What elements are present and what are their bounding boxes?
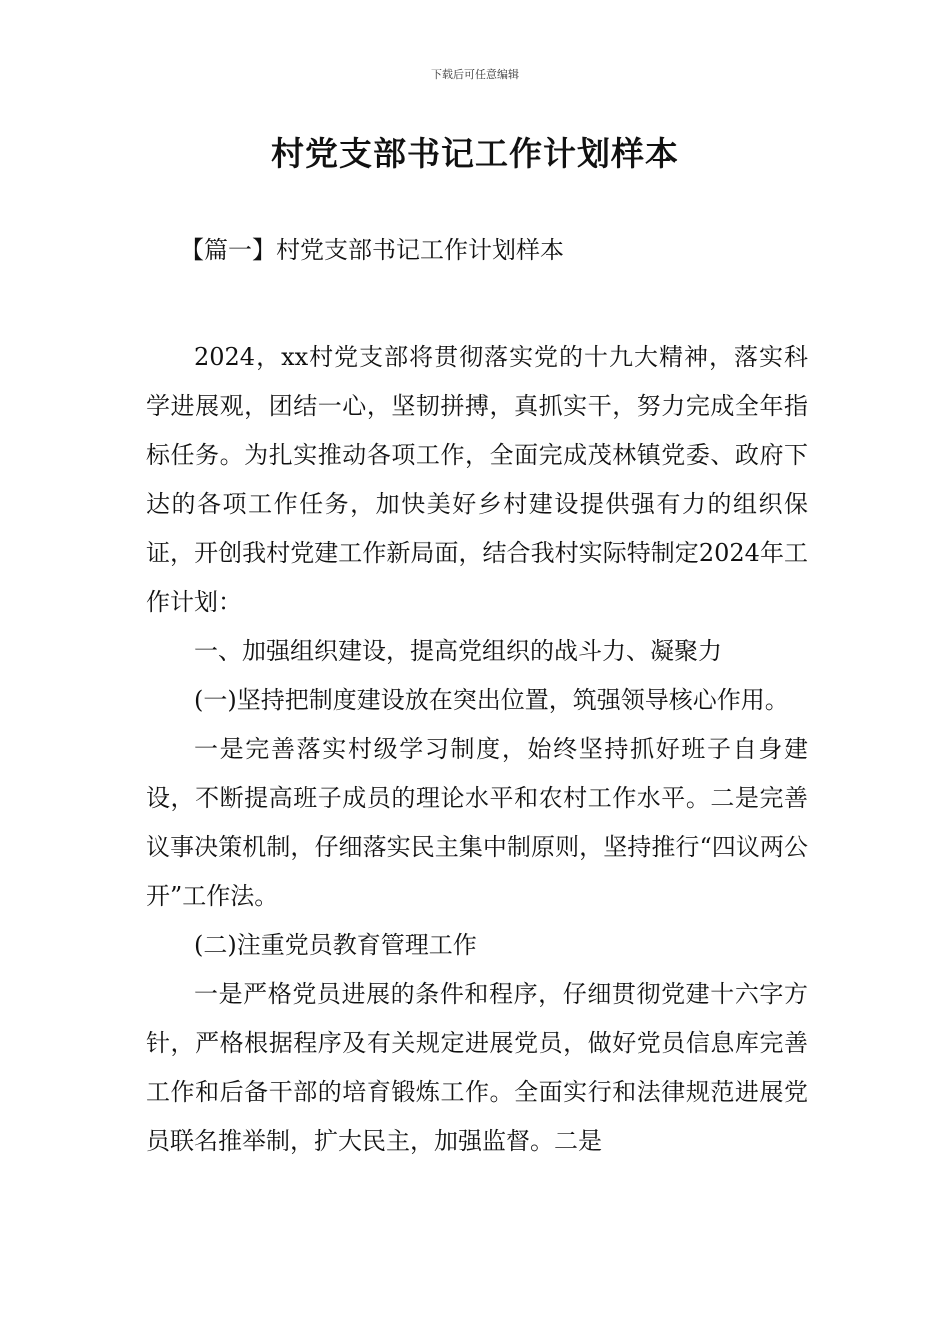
header-note: 下载后可任意编辑 — [431, 68, 519, 81]
paragraph-subheading-1: (一)坚持把制度建设放在突出位置，筑强领导核心作用。 — [194, 686, 789, 714]
paragraph-subheading-2: (二)注重党员教育管理工作 — [194, 931, 477, 959]
document-body — [146, 333, 808, 1166]
paragraph-body-2: 一是严格党员进展的条件和程序，仔细贯彻党建十六字方针，严格根据程序及有关规定进展党员，做好党员信息库完善工作和后备干部的培育锻炼工作。全面实行和法律规范进展党员联名推举制，扩大民主，加强监督。二是 — [146, 980, 808, 1155]
section-heading: 【篇一】村党支部书记工作计划样本 — [180, 236, 564, 264]
paragraph-intro: 2024，xx村党支部将贯彻落实党的十九大精神，落实科学进展观，团结一心，坚韧拼搏，真抓实干，努力完成全年指标任务。为扎实推动各项工作，全面完成茂林镇党委、政府下达的各项工作任务，加快美好乡村建设提供强有力的组织保证，开创我村党建工作新局面，结合我村实际特制定2024年工作计划： — [146, 343, 808, 616]
document-title: 村党支部书记工作计划样本 — [271, 134, 679, 173]
paragraph-body-1: 一是完善落实村级学习制度，始终坚持抓好班子自身建设，不断提高班子成员的理论水平和农村工作水平。二是完善议事决策机制，仔细落实民主集中制原则，坚持推行“四议两公开”工作法。 — [146, 735, 808, 910]
paragraph-heading-1: 一、加强组织建设，提高党组织的战斗力、凝聚力 — [194, 637, 722, 665]
